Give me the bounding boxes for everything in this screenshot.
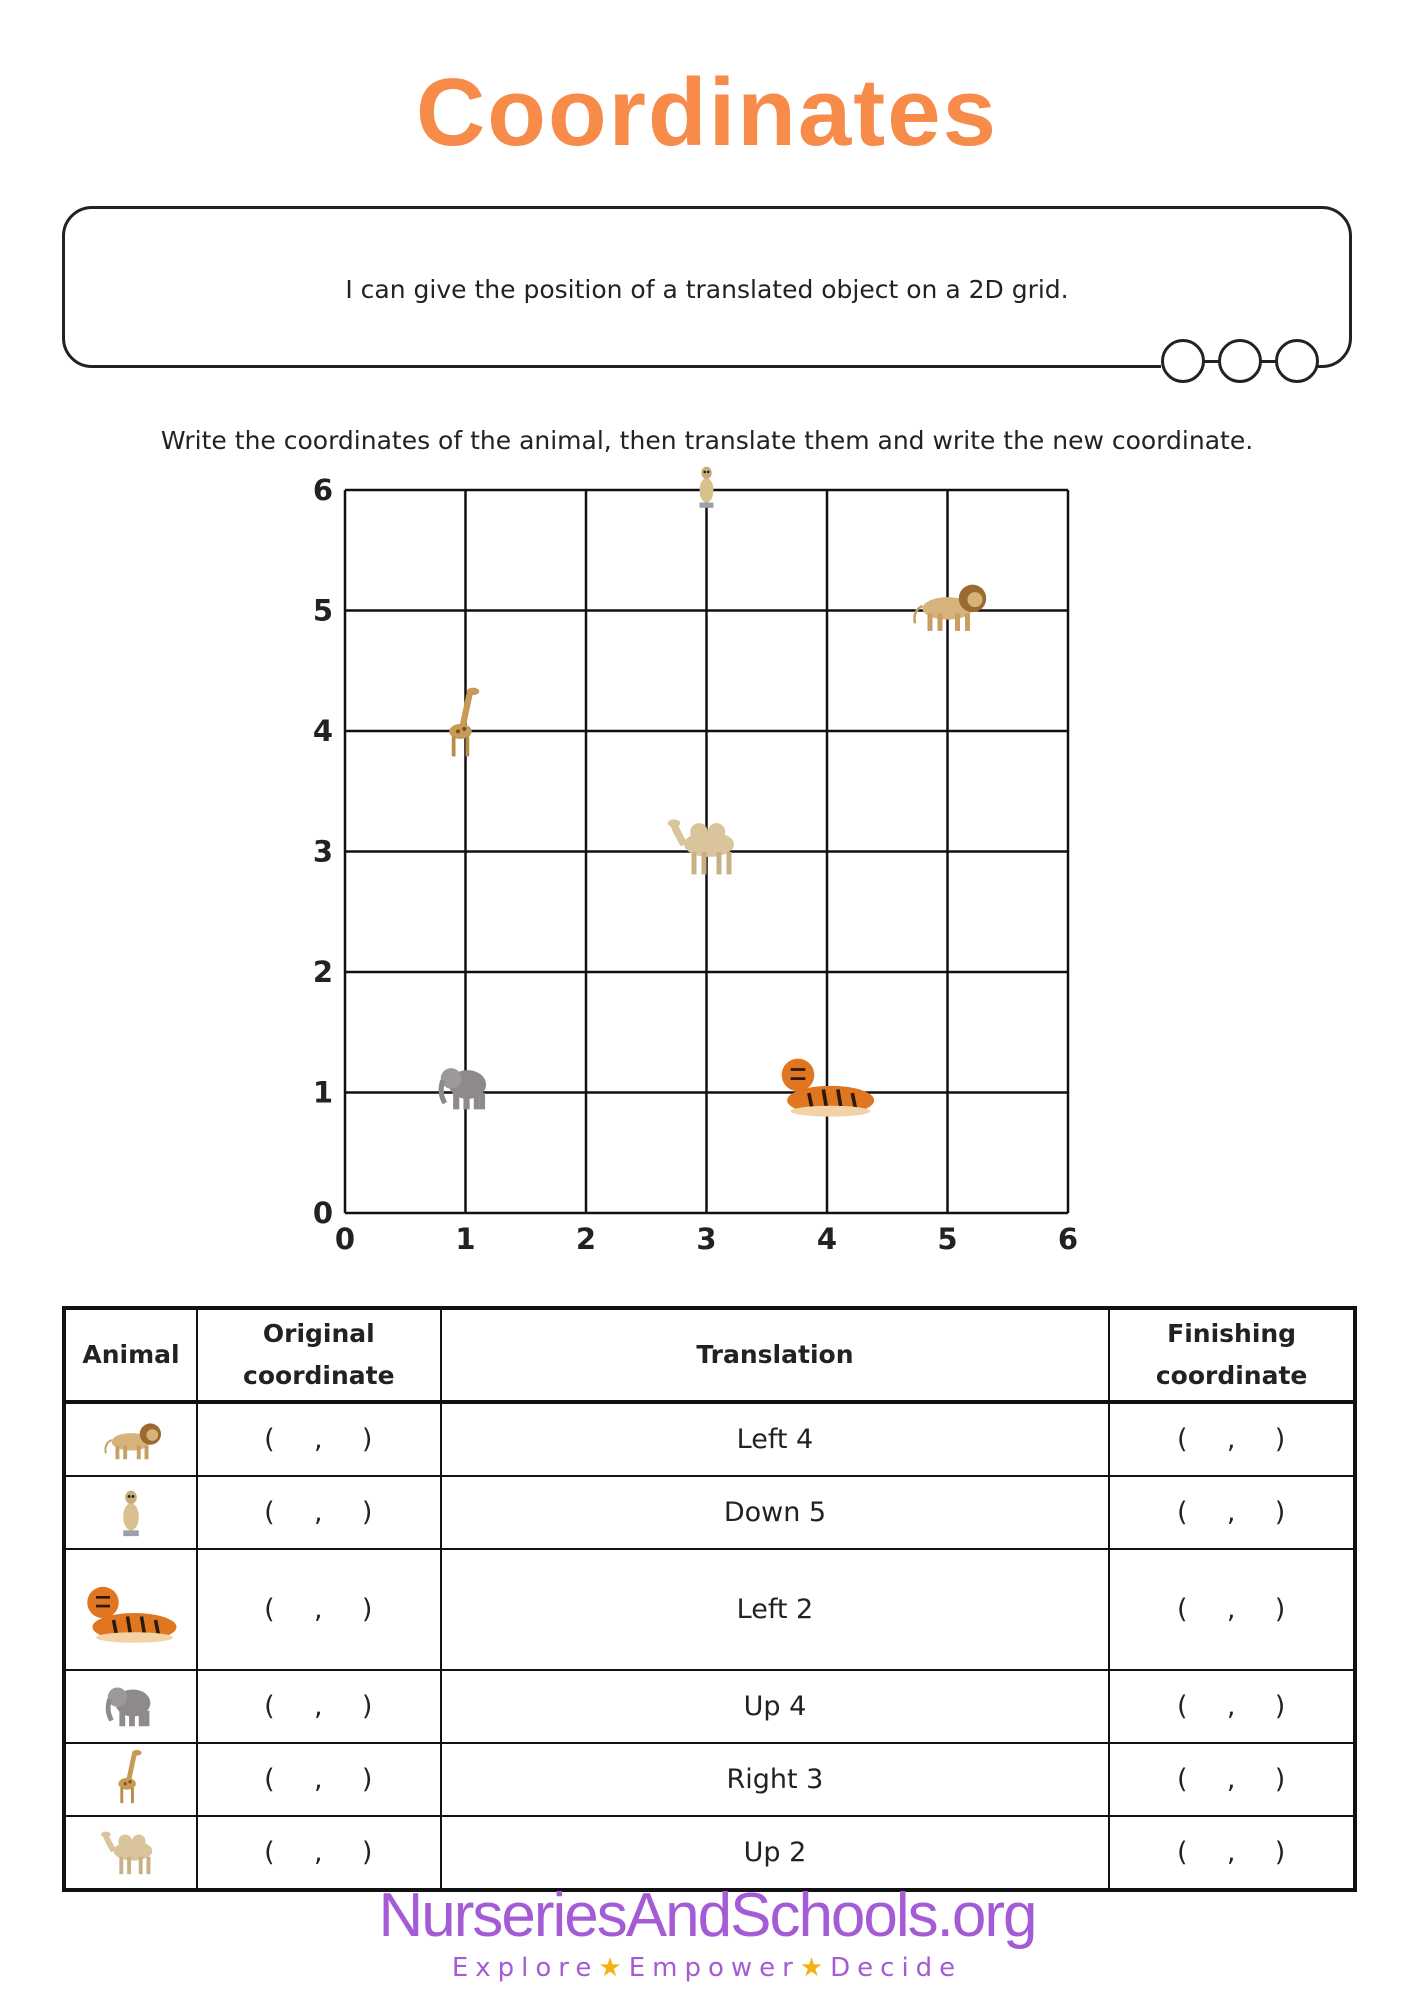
translation-cell: Down 5 [441,1476,1110,1549]
finishing-coordinate-blank[interactable]: ( , ) [1109,1549,1355,1670]
original-coordinate-blank[interactable]: ( , ) [197,1402,441,1476]
original-coordinate-blank[interactable]: ( , ) [197,1549,441,1670]
header-animal: Animal [64,1308,197,1402]
lion-marker [915,585,987,631]
finishing-coordinate-blank[interactable]: ( , ) [1109,1816,1355,1890]
x-tick-label: 6 [1057,1222,1079,1256]
y-tick-label: 5 [312,593,333,628]
y-tick-label: 6 [312,473,333,507]
y-tick-label: 1 [312,1075,333,1110]
y-tick-label: 2 [312,955,333,989]
row-animal-icon [64,1402,197,1476]
translation-cell: Left 4 [441,1402,1110,1476]
elephant-marker [441,1068,486,1109]
row-animal-icon [64,1549,197,1670]
star-icon: ★ [799,1953,831,1983]
x-tick-label: 3 [696,1222,717,1256]
original-coordinate-blank[interactable]: ( , ) [197,1476,441,1549]
lion-icon [100,1443,162,1474]
table-row [64,1743,1355,1816]
elephant-icon [100,1710,162,1741]
finishing-coordinate-blank[interactable]: ( , ) [1109,1743,1355,1816]
brand-name: NurseriesAndSchools.org [378,1881,1036,1950]
y-tick-label: 3 [312,834,333,869]
giraffe-icon [100,1783,162,1814]
translation-cell: Left 2 [441,1549,1110,1670]
row-animal-icon [64,1743,197,1816]
x-tick-label: 1 [455,1222,476,1256]
learning-objective-text: I can give the position of a translated object on a 2D grid. [345,275,1069,304]
meerkat-icon [100,1516,162,1547]
header-finishing-coordinate: Finishing coordinate [1109,1308,1355,1402]
footer-logo [0,1880,1414,1983]
brand-tagline: Explore★Empower★Decide [451,1953,963,1983]
original-coordinate-blank[interactable]: ( , ) [197,1816,441,1890]
translation-cell: Up 2 [441,1816,1110,1890]
translation-cell: Right 3 [441,1743,1110,1816]
row-animal-icon [64,1816,197,1890]
finishing-coordinate-blank[interactable]: ( , ) [1109,1670,1355,1743]
instruction-text: Write the coordinates of the animal, then translate them and write the new coordinate. [160,426,1254,455]
original-coordinate-blank[interactable]: ( , ) [197,1743,441,1816]
finishing-coordinate-blank[interactable]: ( , ) [1109,1402,1355,1476]
star-icon: ★ [598,1953,629,1983]
y-tick-label: 4 [312,714,333,748]
header-translation: Translation [441,1308,1110,1402]
y-tick-label: 0 [312,1196,333,1230]
translation-table [62,1306,1357,1892]
x-tick-label: 4 [816,1222,838,1256]
header-original-coordinate: Original coordinate [197,1308,441,1402]
finishing-coordinate-blank[interactable]: ( , ) [1109,1476,1355,1549]
table-row [64,1670,1355,1743]
camel-marker [668,819,734,874]
table-row [64,1816,1355,1890]
table-header-row [64,1308,1355,1402]
table-row [64,1549,1355,1670]
x-tick-label: 2 [575,1222,597,1256]
x-tick-label: 5 [937,1222,958,1256]
original-coordinate-blank[interactable]: ( , ) [197,1670,441,1743]
x-tick-label: 0 [334,1222,356,1256]
tiger-icon [75,1638,187,1669]
row-animal-icon [64,1670,197,1743]
table-body [64,1402,1355,1890]
page-title: Coordinates [415,59,999,166]
translation-cell: Up 4 [441,1670,1110,1743]
table-row [64,1476,1355,1549]
table-row [64,1402,1355,1476]
animal-markers [441,467,987,1117]
row-animal-icon [64,1476,197,1549]
meerkat-marker [700,467,714,508]
